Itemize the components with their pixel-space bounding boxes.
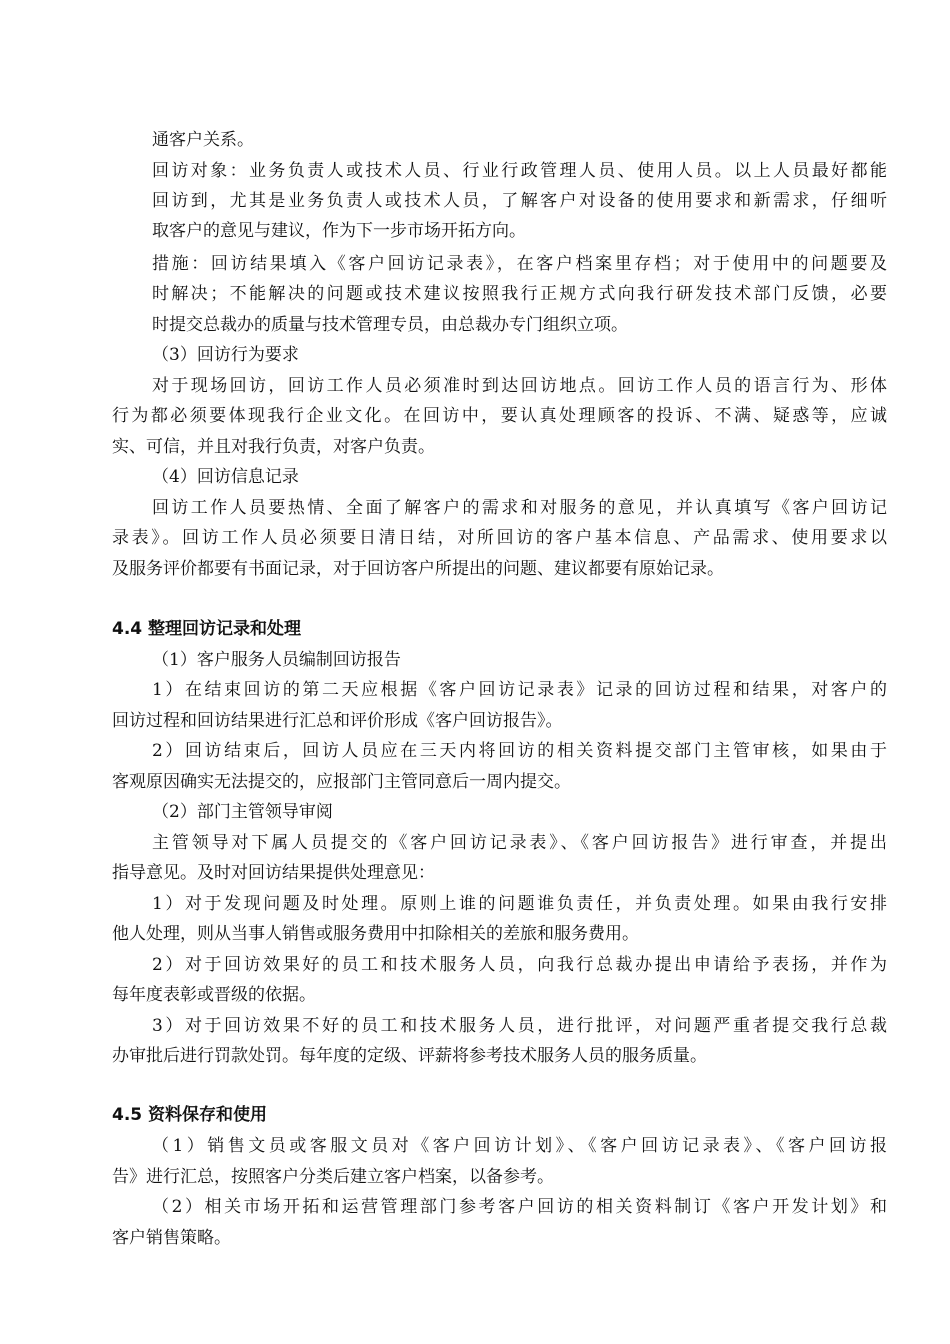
subheading: （3）回访行为要求	[152, 345, 299, 365]
text-line: （2）相关市场开拓和运营管理部门参考客户回访的相关资料制订《客户开发计划》和	[152, 1197, 887, 1217]
subheading: （4）回访信息记录	[152, 467, 299, 487]
text-line: 3）对于回访效果不好的员工和技术服务人员，进行批评，对问题严重者提交我行总裁	[152, 1016, 887, 1036]
section-heading: 4.4 整理回访记录和处理	[112, 619, 302, 639]
text-line: 1）对于发现问题及时处理。原则上谁的问题谁负责任，并负责处理。如果由我行安排	[152, 894, 887, 914]
text-line: 指导意见。及时对回访结果提供处理意见：	[112, 863, 435, 883]
text-line: 2）对于回访效果好的员工和技术服务人员，向我行总裁办提出申请给予表扬，并作为	[152, 955, 887, 975]
subheading: （1）客户服务人员编制回访报告	[152, 650, 401, 670]
text-line: 对于现场回访，回访工作人员必须准时到达回访地点。回访工作人员的语言行为、形体	[152, 376, 887, 396]
subheading: （2）部门主管领导审阅	[152, 802, 333, 822]
text-line: 2）回访结束后，回访人员应在三天内将回访的相关资料提交部门主管审核，如果由于	[152, 741, 887, 761]
text-line: 1）在结束回访的第二天应根据《客户回访记录表》记录的回访过程和结果，对客户的	[152, 680, 887, 700]
text-line: 通客户关系。	[152, 130, 254, 150]
text-line: 实、可信，并且对我行负责，对客户负责。	[112, 437, 435, 457]
text-line: 录表》。回访工作人员必须要日清日结，对所回访的客户基本信息、产品需求、使用要求以	[112, 528, 887, 548]
text-line: 主管领导对下属人员提交的《客户回访记录表》、《客户回访报告》进行审查，并提出	[152, 833, 887, 853]
text-line: 及服务评价都要有书面记录，对于回访客户所提出的问题、建议都要有原始记录。	[112, 559, 724, 579]
text-line: 时提交总裁办的质量与技术管理专员，由总裁办专门组织立项。	[152, 315, 628, 335]
text-line: 取客户的意见与建议，作为下一步市场开拓方向。	[152, 221, 526, 241]
text-line: （1）销售文员或客服文员对《客户回访计划》、《客户回访记录表》、《客户回访报	[152, 1136, 887, 1156]
text-line: 时解决；不能解决的问题或技术建议按照我行正规方式向我行研发技术部门反馈，必要	[152, 284, 887, 304]
text-line: 回访对象：业务负责人或技术人员、行业行政管理人员、使用人员。以上人员最好都能	[152, 161, 887, 181]
text-line: 客户销售策略。	[112, 1228, 231, 1248]
text-line: 每年度表彰或晋级的依据。	[112, 985, 316, 1005]
text-line: 告》进行汇总，按照客户分类后建立客户档案，以备参考。	[112, 1167, 554, 1187]
text-line: 办审批后进行罚款处罚。每年度的定级、评薪将参考技术服务人员的服务质量。	[112, 1046, 707, 1066]
section-heading: 4.5 资料保存和使用	[112, 1105, 268, 1125]
text-line: 客观原因确实无法提交的，应报部门主管同意后一周内提交。	[112, 772, 571, 792]
text-line: 回访工作人员要热情、全面了解客户的需求和对服务的意见，并认真填写《客户回访记	[152, 498, 887, 518]
text-line: 措施：回访结果填入《客户回访记录表》，在客户档案里存档；对于使用中的问题要及	[152, 254, 887, 274]
text-line: 行为都必须要体现我行企业文化。在回访中，要认真处理顾客的投诉、不满、疑惑等，应诚	[112, 406, 887, 426]
text-line: 回访过程和回访结果进行汇总和评价形成《客户回访报告》。	[112, 711, 563, 731]
text-line: 他人处理，则从当事人销售或服务费用中扣除相关的差旅和服务费用。	[112, 924, 639, 944]
text-line: 回访到，尤其是业务负责人或技术人员，了解客户对设备的使用要求和新需求，仔细听	[152, 191, 887, 211]
